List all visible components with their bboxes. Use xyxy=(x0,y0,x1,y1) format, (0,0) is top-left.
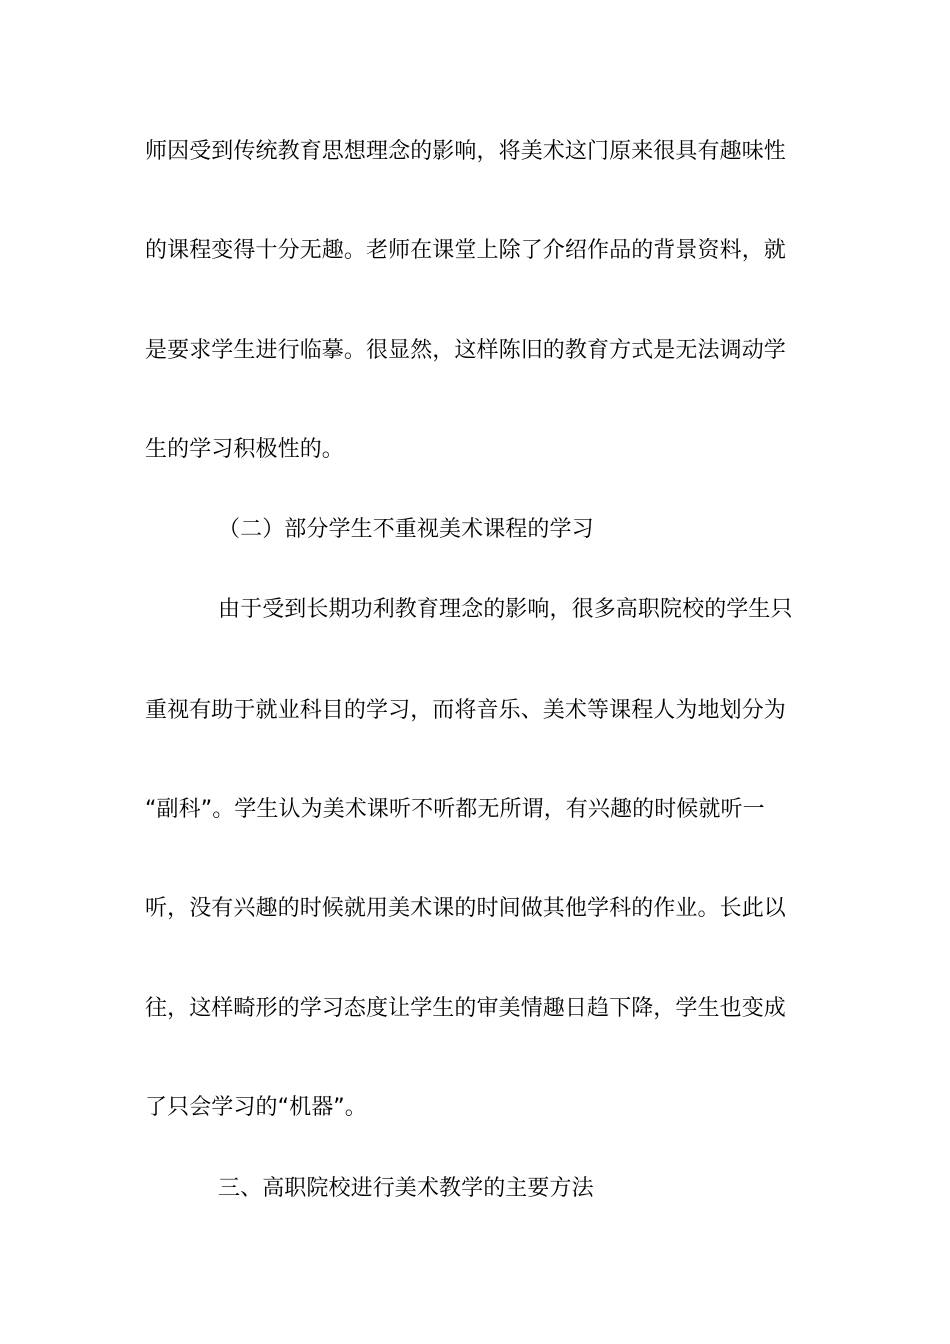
paragraph-line: 了只会学习的“机器”。 xyxy=(145,1095,367,1120)
paragraph-line: 由于受到长期功利教育理念的影响，很多高职院校的学生只 xyxy=(218,597,793,622)
paragraph-line: 是要求学生进行临摹。很显然，这样陈旧的教育方式是无法调动学 xyxy=(145,338,786,363)
paragraph-line: 重视有助于就业科目的学习，而将音乐、美术等课程人为地划分为 xyxy=(145,698,786,723)
paragraph-line: “副科”。学生认为美术课听不听都无所谓，有兴趣的时候就听一 xyxy=(145,797,765,822)
section-heading: 三、高职院校进行美术教学的主要方法 xyxy=(218,1176,594,1201)
paragraph-line: 往，这样畸形的学习态度让学生的审美情趣日趋下降，学生也变成 xyxy=(145,996,786,1021)
paragraph-line: 生的学习积极性的。 xyxy=(145,437,344,462)
paragraph-line: 听，没有兴趣的时候就用美术课的时间做其他学科的作业。长此以 xyxy=(145,896,786,921)
paragraph-line: 师因受到传统教育思想理念的影响，将美术这门原来很具有趣味性 xyxy=(145,139,786,164)
section-heading: （二）部分学生不重视美术课程的学习 xyxy=(218,517,594,542)
paragraph-line: 的课程变得十分无趣。老师在课堂上除了介绍作品的背景资料，就 xyxy=(145,238,786,263)
